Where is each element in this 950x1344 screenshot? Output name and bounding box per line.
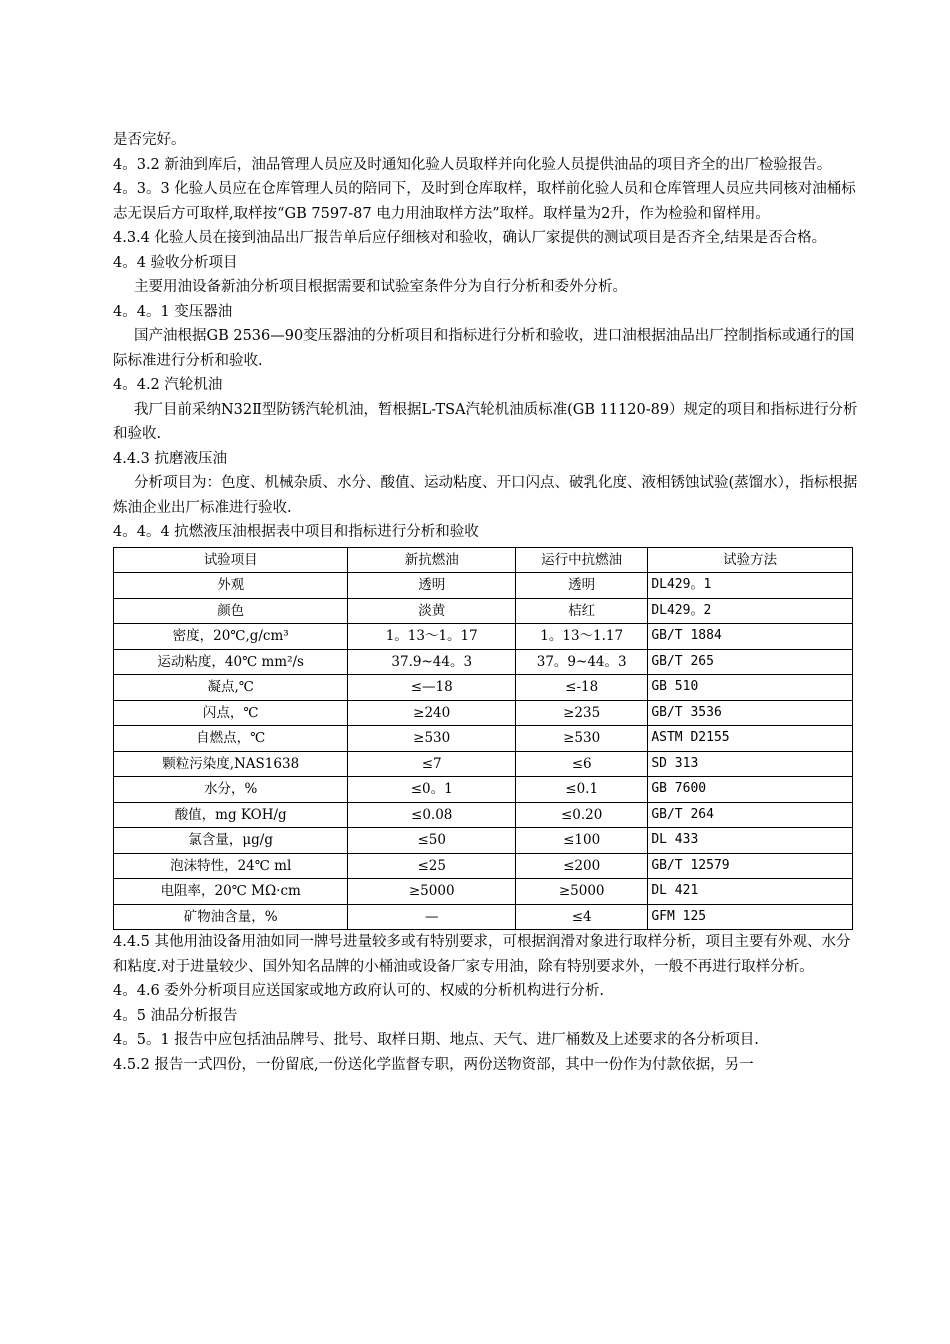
cell-test-item: 酸值，mg KOH/g xyxy=(114,802,348,828)
cell-test-method: DL 421 xyxy=(648,879,853,905)
cell-test-method: DL429。1 xyxy=(648,573,853,599)
cell-test-method: GB/T 264 xyxy=(648,802,853,828)
table-row xyxy=(114,573,853,599)
paragraph: 分析项目为：色度、机械杂质、水分、酸值、运动粘度、开口闪点、破乳化度、液相锈蚀试验(蒸馏水），指标根据炼油企业出厂标准进行验收. xyxy=(113,475,858,516)
cell-running-oil: ≤6 xyxy=(516,751,648,777)
table-row xyxy=(114,675,853,701)
paragraph: 4。5。1 报告中应包括油品牌号、批号、取样日期、地点、天气、进厂桶数及上述要求的各分析项目. xyxy=(113,1032,759,1048)
cell-new-oil: 淡黄 xyxy=(348,598,516,624)
cell-test-item: 水分，% xyxy=(114,777,348,803)
cell-test-method: GB/T 265 xyxy=(648,649,853,675)
paragraph: 4。4.6 委外分析项目应送国家或地方政府认可的、权威的分析机构进行分析. xyxy=(113,983,605,999)
document-page xyxy=(113,128,858,1077)
table-row xyxy=(114,904,853,930)
cell-new-oil: 透明 xyxy=(348,573,516,599)
cell-test-item: 运动粘度，40℃ mm²/s xyxy=(114,649,348,675)
cell-running-oil: ≥5000 xyxy=(516,879,648,905)
paragraph: 4.4.3 抗磨液压油 xyxy=(113,450,228,467)
table-row xyxy=(114,624,853,650)
cell-running-oil: ≤0.1 xyxy=(516,777,648,803)
paragraph: 4。3.2 新油到库后，油品管理人员应及时通知化验人员取样并向化验人员提供油品的项目齐全的出厂检验报告。 xyxy=(113,156,832,173)
cell-new-oil: 37.9~44。3 xyxy=(348,649,516,675)
cell-new-oil: — xyxy=(348,904,516,930)
paragraph: 我厂目前采纳N32Ⅱ型防锈汽轮机油，暂根据L-TSA汽轮机油质标准(GB 11120-89）规定的项目和指标进行分析和验收. xyxy=(113,401,858,442)
cell-running-oil: ≤0.20 xyxy=(516,802,648,828)
cell-new-oil: ≤50 xyxy=(348,828,516,854)
cell-new-oil: ≥530 xyxy=(348,726,516,752)
cell-new-oil: 1。13～1。17 xyxy=(348,624,516,650)
paragraph: 4.4.5 其他用油设备用油如同一牌号进量较多或有特别要求，可根据润滑对象进行取样分析，项目主要有外观、水分和粘度.对于进量较少、国外知名品牌的小桶油或设备厂家专用油，除有特别要求外，一般不再进行取样分析。 xyxy=(113,934,851,975)
cell-test-method: GB/T 12579 xyxy=(648,853,853,879)
cell-test-item: 矿物油含量，% xyxy=(114,904,348,930)
cell-new-oil: ≤—18 xyxy=(348,675,516,701)
paragraph: 4.3.4 化验人员在接到油品出厂报告单后应仔细核对和验收，确认厂家提供的测试项目是否齐全,结果是否合格。 xyxy=(113,230,827,246)
header-test-item: 试验项目 xyxy=(114,547,348,573)
cell-test-item: 外观 xyxy=(114,573,348,599)
table-row xyxy=(114,777,853,803)
cell-test-method: SD 313 xyxy=(648,751,853,777)
cell-running-oil: 37。9~44。3 xyxy=(516,649,648,675)
cell-running-oil: ≤100 xyxy=(516,828,648,854)
cell-test-item: 氯含量，μg/g xyxy=(114,828,348,854)
cell-test-item: 凝点,℃ xyxy=(114,675,348,701)
cell-new-oil: ≤25 xyxy=(348,853,516,879)
paragraph: 4。4。1 变压器油 xyxy=(113,303,233,320)
table-row xyxy=(114,802,853,828)
cell-test-item: 闪点，℃ xyxy=(114,700,348,726)
cell-running-oil: ≤-18 xyxy=(516,675,648,701)
paragraph: 是否完好。 xyxy=(113,132,186,148)
paragraph: 4。5 油品分析报告 xyxy=(113,1007,238,1024)
paragraph: 国产油根据GB 2536—90变压器油的分析项目和指标进行分析和验收，进口油根据油品出厂控制指标或通行的国际标准进行分析和验收. xyxy=(113,328,855,369)
table-row xyxy=(114,879,853,905)
cell-test-item: 泡沫特性，24℃ ml xyxy=(114,853,348,879)
paragraph: 4。4.2 汽轮机油 xyxy=(113,377,223,393)
cell-running-oil: ≥235 xyxy=(516,700,648,726)
cell-running-oil: ≤200 xyxy=(516,853,648,879)
cell-test-method: GB/T 1884 xyxy=(648,624,853,650)
bottom-paragraphs xyxy=(113,930,858,1077)
cell-test-item: 密度，20℃,g/cm³ xyxy=(114,624,348,650)
table-row xyxy=(114,649,853,675)
paragraph: 4。4。4 抗燃液压油根据表中项目和指标进行分析和验收 xyxy=(113,524,479,540)
cell-running-oil: ≤4 xyxy=(516,904,648,930)
cell-test-method: GB/T 3536 xyxy=(648,700,853,726)
table-row xyxy=(114,751,853,777)
cell-test-method: GB 7600 xyxy=(648,777,853,803)
cell-new-oil: ≤0.08 xyxy=(348,802,516,828)
fire-resistant-oil-table xyxy=(113,547,853,931)
cell-test-item: 颜色 xyxy=(114,598,348,624)
cell-test-method: DL 433 xyxy=(648,828,853,854)
table-row xyxy=(114,700,853,726)
cell-test-method: DL429。2 xyxy=(648,598,853,624)
cell-running-oil: 1。13～1.17 xyxy=(516,624,648,650)
cell-test-method: ASTM D2155 xyxy=(648,726,853,752)
cell-test-item: 电阻率，20℃ MΩ·cm xyxy=(114,879,348,905)
top-paragraphs xyxy=(113,128,858,545)
cell-test-method: GB 510 xyxy=(648,675,853,701)
paragraph: 4。3。3 化验人员应在仓库管理人员的陪同下，及时到仓库取样，取样前化验人员和仓库管理人员应共同核对油桶标志无误后方可取样,取样按“GB 7597-87 电力用油取样方法”取样。取样量为2升，作为检验和留样用。 xyxy=(113,181,856,222)
cell-running-oil: ≥530 xyxy=(516,726,648,752)
cell-running-oil: 桔红 xyxy=(516,598,648,624)
cell-running-oil: 透明 xyxy=(516,573,648,599)
header-running-oil: 运行中抗燃油 xyxy=(516,547,648,573)
header-new-oil: 新抗燃油 xyxy=(348,547,516,573)
cell-new-oil: ≤7 xyxy=(348,751,516,777)
paragraph: 4.5.2 报告一式四份，一份留底,一份送化学监督专职，两份送物资部，其中一份作为付款依据，另一 xyxy=(113,1056,754,1073)
table-body xyxy=(114,573,853,930)
cell-new-oil: ≤0。1 xyxy=(348,777,516,803)
table-row xyxy=(114,598,853,624)
cell-new-oil: ≥5000 xyxy=(348,879,516,905)
paragraph: 主要用油设备新油分析项目根据需要和试验室条件分为自行分析和委外分析。 xyxy=(134,279,627,295)
table-header-row xyxy=(114,547,853,573)
table-row xyxy=(114,853,853,879)
cell-test-item: 颗粒污染度,NAS1638 xyxy=(114,751,348,777)
table-row xyxy=(114,828,853,854)
header-test-method: 试验方法 xyxy=(648,547,853,573)
cell-test-method: GFM 125 xyxy=(648,904,853,930)
paragraph: 4。4 验收分析项目 xyxy=(113,254,238,271)
cell-new-oil: ≥240 xyxy=(348,700,516,726)
table-row xyxy=(114,726,853,752)
cell-test-item: 自燃点，℃ xyxy=(114,726,348,752)
